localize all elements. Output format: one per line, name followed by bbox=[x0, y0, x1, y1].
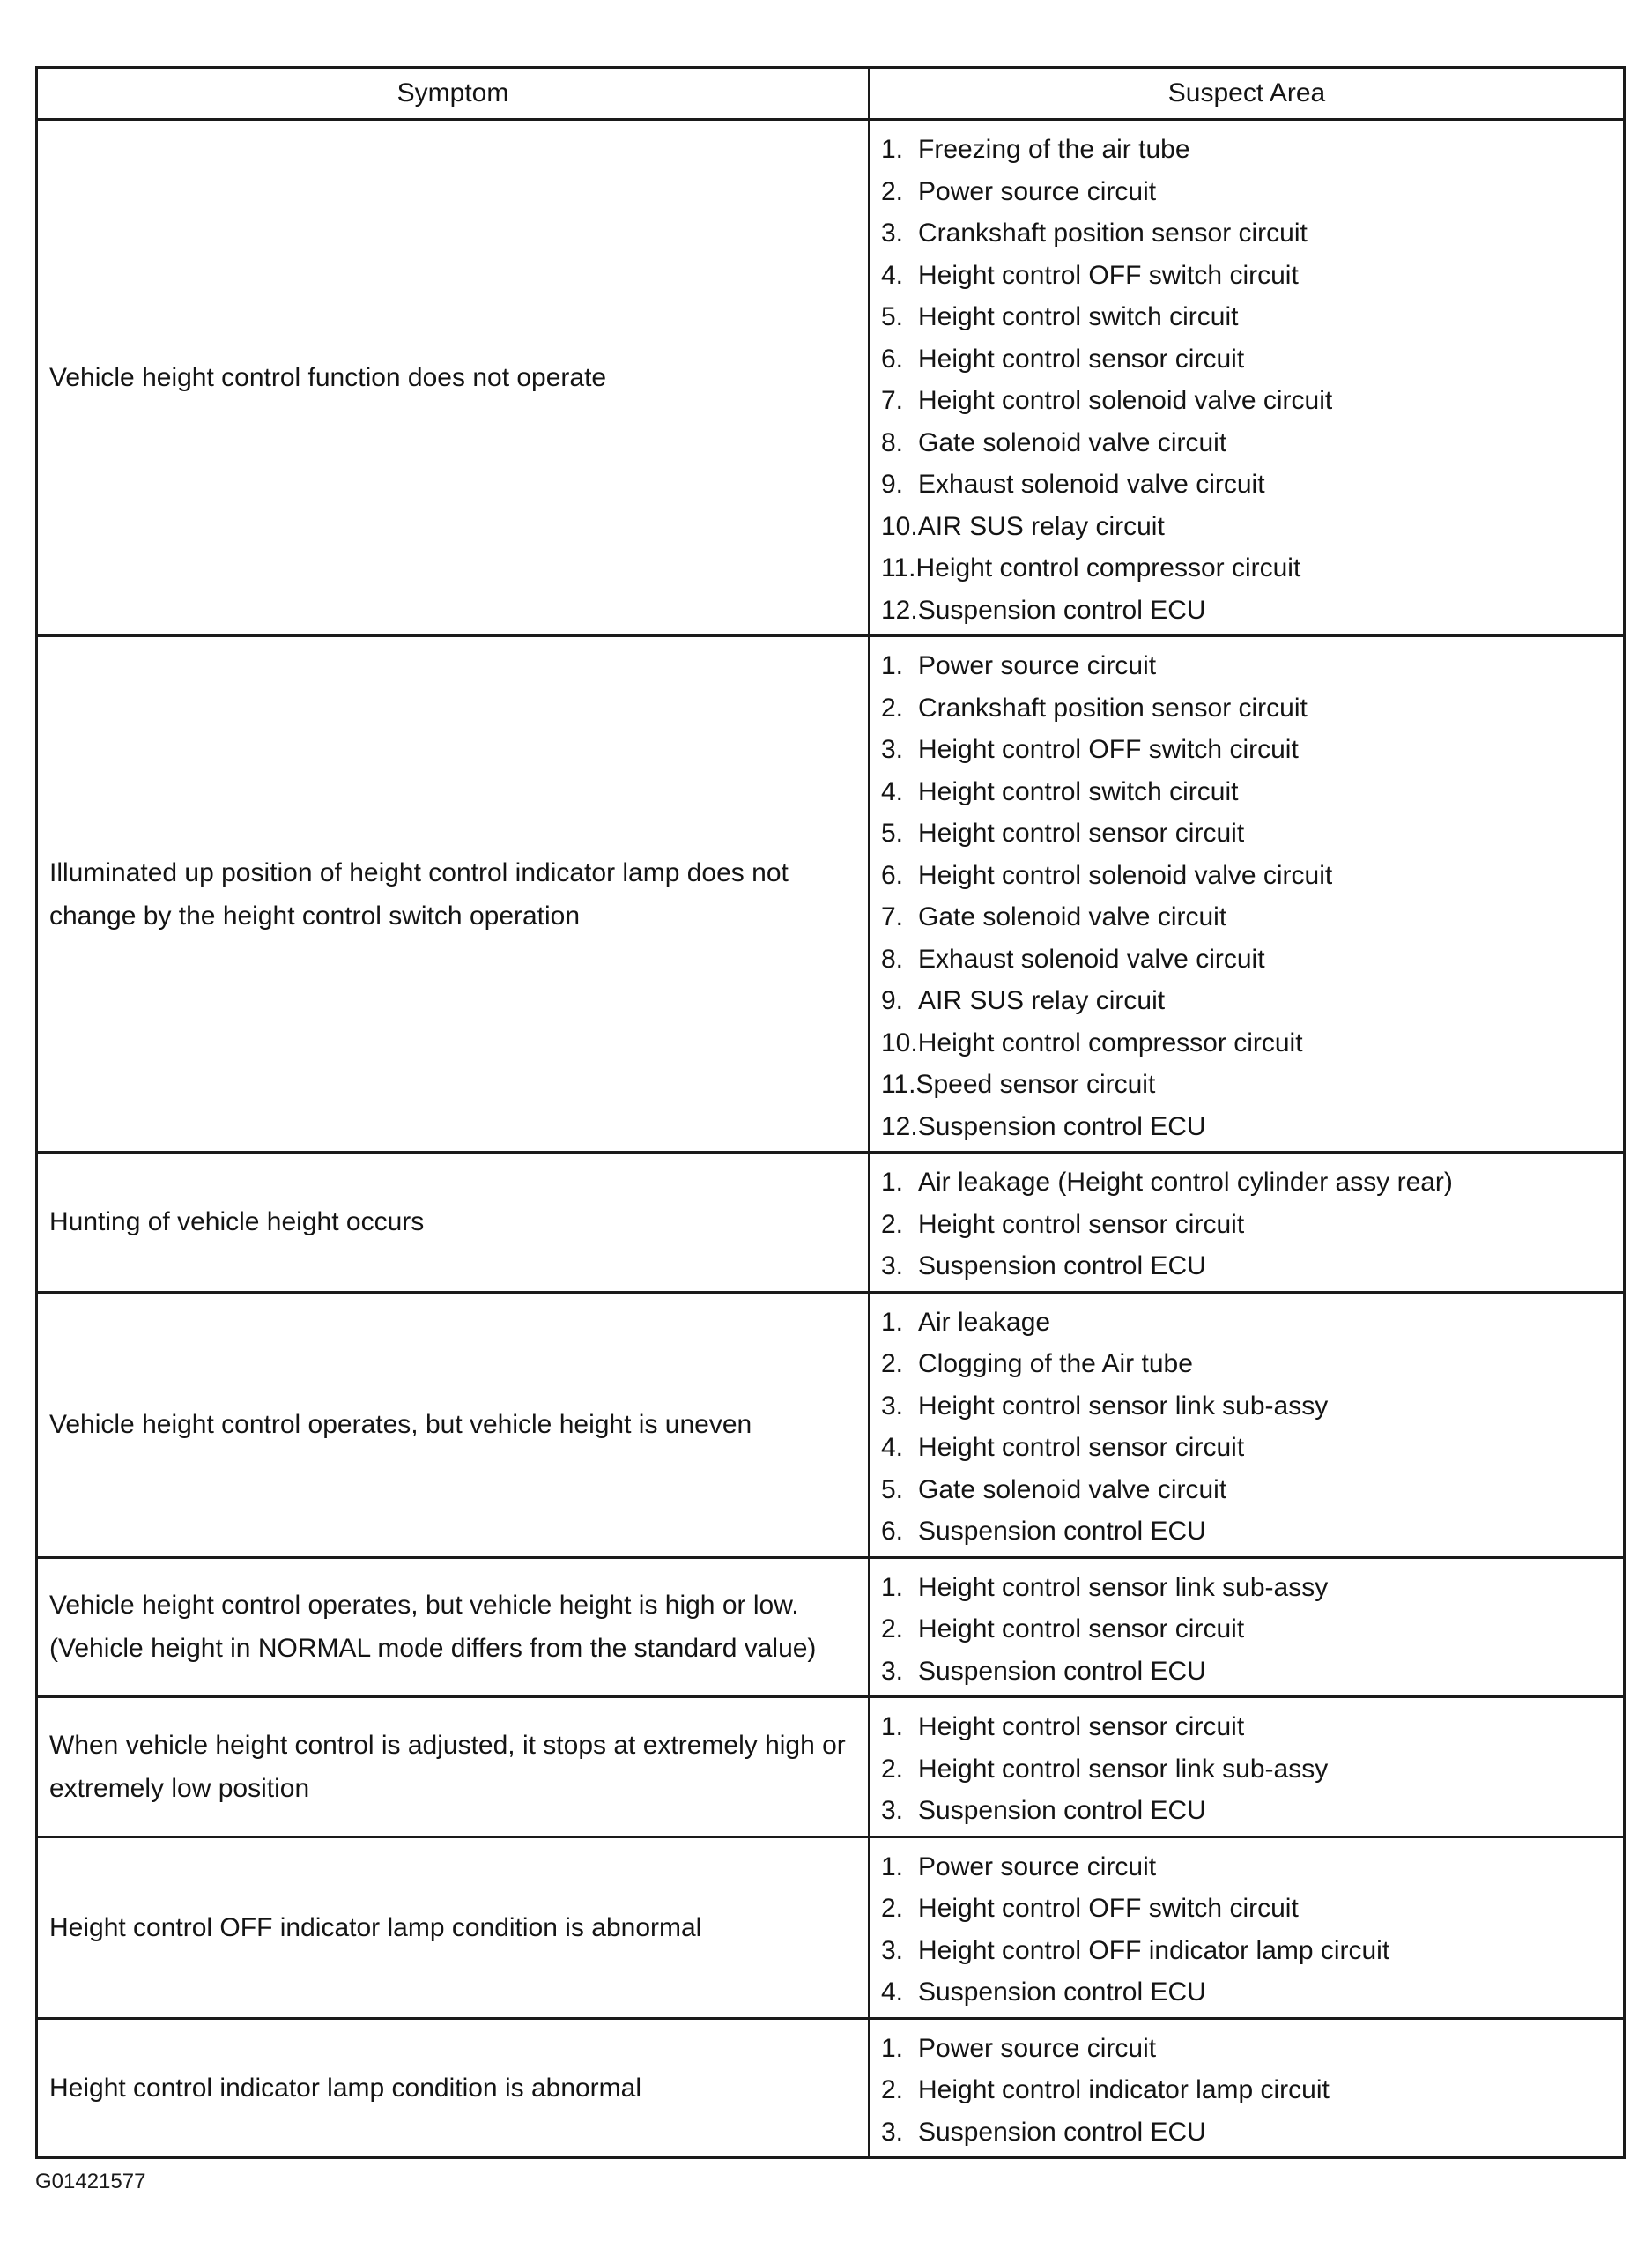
item-text: Exhaust solenoid valve circuit bbox=[918, 944, 1265, 974]
suspect-area-item bbox=[881, 939, 1614, 981]
item-text: Crankshaft position sensor circuit bbox=[918, 693, 1308, 723]
suspect-area-item bbox=[881, 1302, 1614, 1344]
suspect-area-cell bbox=[870, 1153, 1625, 1293]
item-text: Gate solenoid valve circuit bbox=[918, 902, 1227, 931]
suspect-area-list bbox=[881, 1706, 1614, 1832]
suspect-area-item bbox=[881, 506, 1614, 548]
item-text: Suspension control ECU bbox=[918, 1517, 1206, 1546]
suspect-area-item bbox=[881, 2111, 1614, 2154]
item-text: Suspension control ECU bbox=[918, 1796, 1206, 1825]
item-number: 3. bbox=[881, 735, 904, 764]
suspect-area-item bbox=[881, 896, 1614, 939]
item-text: Suspension control ECU bbox=[917, 1111, 1206, 1141]
item-number: 8. bbox=[881, 944, 904, 974]
suspect-area-item bbox=[881, 1706, 1614, 1748]
suspect-area-item bbox=[881, 1161, 1614, 1204]
suspect-area-list bbox=[881, 2028, 1614, 2154]
suspect-area-cell bbox=[870, 2018, 1625, 2158]
item-number: 3. bbox=[881, 1796, 904, 1825]
suspect-area-item bbox=[881, 1846, 1614, 1888]
item-number: 3. bbox=[881, 1251, 904, 1280]
suspect-area-item bbox=[881, 1790, 1614, 1832]
suspect-area-list bbox=[881, 1567, 1614, 1693]
item-text: Suspension control ECU bbox=[918, 1251, 1206, 1280]
item-text: Power source circuit bbox=[918, 651, 1157, 680]
item-number: 3. bbox=[881, 2117, 904, 2147]
item-number: 1. bbox=[881, 1572, 904, 1602]
item-number: 10. bbox=[881, 511, 918, 541]
item-text: Suspension control ECU bbox=[918, 1656, 1206, 1686]
item-number: 1. bbox=[881, 135, 904, 164]
table-row bbox=[37, 636, 1625, 1153]
item-text: AIR SUS relay circuit bbox=[917, 511, 1165, 541]
suspect-area-item bbox=[881, 338, 1614, 381]
table-row bbox=[37, 120, 1625, 636]
suspect-area-item bbox=[881, 1385, 1614, 1428]
item-number: 5. bbox=[881, 819, 904, 848]
item-text: Height control switch circuit bbox=[918, 302, 1239, 331]
item-number: 2. bbox=[881, 176, 904, 206]
symptom-table bbox=[35, 66, 1626, 2159]
table-header-row bbox=[37, 68, 1625, 120]
symptom-cell: Vehicle height control function does not operate bbox=[37, 120, 870, 636]
item-number: 10. bbox=[881, 1028, 918, 1057]
suspect-area-item bbox=[881, 547, 1614, 590]
item-number: 1. bbox=[881, 2033, 904, 2063]
item-number: 4. bbox=[881, 1977, 904, 2007]
item-text: Height control sensor circuit bbox=[918, 1433, 1245, 1462]
item-text: Height control OFF indicator lamp circuit bbox=[918, 1935, 1390, 1965]
item-text: Height control solenoid valve circuit bbox=[918, 386, 1333, 415]
suspect-area-item bbox=[881, 645, 1614, 687]
diagnosis-table-container bbox=[35, 66, 1623, 2159]
item-text: Height control sensor circuit bbox=[918, 1209, 1245, 1239]
item-number: 11. bbox=[881, 553, 916, 582]
item-text: Height control sensor circuit bbox=[918, 344, 1245, 374]
table-row bbox=[37, 1697, 1625, 1837]
item-text: Power source circuit bbox=[918, 1851, 1157, 1881]
item-text: Height control compressor circuit bbox=[917, 1028, 1303, 1057]
table-row bbox=[37, 1153, 1625, 1293]
item-number: 5. bbox=[881, 1474, 904, 1504]
item-text: Height control switch circuit bbox=[918, 776, 1239, 806]
symptom-cell: Height control indicator lamp condition is abnormal bbox=[37, 2018, 870, 2158]
suspect-area-item bbox=[881, 687, 1614, 730]
item-number: 2. bbox=[881, 1209, 904, 1239]
item-number: 2. bbox=[881, 693, 904, 723]
item-number: 1. bbox=[881, 1168, 904, 1197]
suspect-area-item bbox=[881, 1064, 1614, 1106]
item-number: 4. bbox=[881, 260, 904, 290]
item-text: AIR SUS relay circuit bbox=[918, 986, 1166, 1015]
suspect-area-item bbox=[881, 1245, 1614, 1287]
suspect-area-item bbox=[881, 1567, 1614, 1609]
item-text: Height control sensor circuit bbox=[918, 819, 1245, 848]
suspect-area-item bbox=[881, 980, 1614, 1022]
item-number: 12. bbox=[881, 1111, 918, 1141]
item-text: Height control OFF switch circuit bbox=[918, 260, 1299, 290]
item-number: 2. bbox=[881, 1614, 904, 1643]
item-number: 2. bbox=[881, 2075, 904, 2104]
suspect-area-item bbox=[881, 1204, 1614, 1246]
suspect-area-item bbox=[881, 296, 1614, 338]
item-text: Freezing of the air tube bbox=[918, 135, 1190, 164]
item-number: 3. bbox=[881, 1935, 904, 1965]
suspect-area-cell bbox=[870, 1697, 1625, 1837]
symptom-cell: When vehicle height control is adjusted, it stops at extremely high or extremely low position bbox=[37, 1697, 870, 1837]
item-number: 6. bbox=[881, 344, 904, 374]
suspect-area-item bbox=[881, 1427, 1614, 1469]
suspect-area-item bbox=[881, 1971, 1614, 2014]
item-number: 1. bbox=[881, 1307, 904, 1337]
suspect-area-item bbox=[881, 1930, 1614, 1972]
suspect-area-item bbox=[881, 812, 1614, 855]
item-text: Height control sensor circuit bbox=[918, 1712, 1245, 1741]
item-text: Gate solenoid valve circuit bbox=[918, 1474, 1227, 1504]
suspect-area-item bbox=[881, 1022, 1614, 1065]
item-number: 11. bbox=[881, 1070, 916, 1099]
item-text: Height control sensor link sub-assy bbox=[918, 1572, 1329, 1602]
suspect-area-item bbox=[881, 129, 1614, 171]
item-text: Gate solenoid valve circuit bbox=[918, 427, 1227, 457]
symptom-cell: Hunting of vehicle height occurs bbox=[37, 1153, 870, 1293]
item-number: 3. bbox=[881, 219, 904, 248]
suspect-area-item bbox=[881, 1888, 1614, 1930]
item-number: 2. bbox=[881, 1754, 904, 1784]
table-row bbox=[37, 2018, 1625, 2158]
suspect-area-item bbox=[881, 2028, 1614, 2070]
item-number: 3. bbox=[881, 1656, 904, 1686]
item-text: Clogging of the Air tube bbox=[918, 1349, 1193, 1378]
item-number: 4. bbox=[881, 776, 904, 806]
suspect-area-item bbox=[881, 464, 1614, 506]
suspect-area-item bbox=[881, 422, 1614, 464]
item-number: 1. bbox=[881, 1851, 904, 1881]
item-text: Height control sensor circuit bbox=[918, 1614, 1245, 1643]
suspect-area-cell bbox=[870, 120, 1625, 636]
item-text: Suspension control ECU bbox=[918, 2117, 1206, 2147]
table-body bbox=[37, 120, 1625, 2158]
table-row bbox=[37, 1557, 1625, 1697]
item-number: 3. bbox=[881, 1391, 904, 1421]
suspect-area-item bbox=[881, 1510, 1614, 1553]
figure-id: G01421577 bbox=[35, 2170, 146, 2193]
item-number: 9. bbox=[881, 986, 904, 1015]
item-text: Power source circuit bbox=[918, 176, 1157, 206]
suspect-area-item bbox=[881, 1651, 1614, 1693]
item-text: Height control OFF switch circuit bbox=[918, 1894, 1299, 1923]
item-text: Height control sensor link sub-assy bbox=[918, 1391, 1329, 1421]
table-row bbox=[37, 1836, 1625, 2018]
suspect-area-item bbox=[881, 1106, 1614, 1148]
item-text: Suspension control ECU bbox=[917, 595, 1206, 625]
suspect-area-list bbox=[881, 1161, 1614, 1287]
suspect-area-cell bbox=[870, 1557, 1625, 1697]
suspect-area-item bbox=[881, 1748, 1614, 1791]
header-suspect-area: Suspect Area bbox=[870, 68, 1625, 120]
suspect-area-item bbox=[881, 1343, 1614, 1385]
item-number: 7. bbox=[881, 902, 904, 931]
item-number: 1. bbox=[881, 651, 904, 680]
suspect-area-cell bbox=[870, 1292, 1625, 1557]
item-number: 12. bbox=[881, 595, 918, 625]
symptom-cell: Illuminated up position of height control indicator lamp does not change by the height control switch operation bbox=[37, 636, 870, 1153]
suspect-area-item bbox=[881, 1469, 1614, 1511]
item-number: 9. bbox=[881, 470, 904, 499]
item-number: 4. bbox=[881, 1433, 904, 1462]
item-text: Speed sensor circuit bbox=[915, 1070, 1156, 1099]
item-text: Suspension control ECU bbox=[918, 1977, 1206, 2007]
suspect-area-cell bbox=[870, 636, 1625, 1153]
item-text: Crankshaft position sensor circuit bbox=[918, 219, 1308, 248]
symptom-cell: Vehicle height control operates, but vehicle height is high or low. (Vehicle height in NORMAL mode differs from the standard value) bbox=[37, 1557, 870, 1697]
suspect-area-item bbox=[881, 590, 1614, 632]
suspect-area-item bbox=[881, 1608, 1614, 1651]
item-text: Height control solenoid valve circuit bbox=[918, 860, 1333, 890]
item-text: Power source circuit bbox=[918, 2033, 1157, 2063]
suspect-area-item bbox=[881, 171, 1614, 213]
item-number: 2. bbox=[881, 1349, 904, 1378]
item-text: Height control OFF switch circuit bbox=[918, 735, 1299, 764]
item-number: 5. bbox=[881, 302, 904, 331]
suspect-area-item bbox=[881, 212, 1614, 255]
suspect-area-item bbox=[881, 380, 1614, 422]
suspect-area-list bbox=[881, 1302, 1614, 1553]
item-text: Air leakage bbox=[918, 1307, 1051, 1337]
suspect-area-list bbox=[881, 1846, 1614, 2014]
item-number: 8. bbox=[881, 427, 904, 457]
item-text: Height control indicator lamp circuit bbox=[918, 2075, 1330, 2104]
symptom-cell: Height control OFF indicator lamp condition is abnormal bbox=[37, 1836, 870, 2018]
item-number: 1. bbox=[881, 1712, 904, 1741]
item-text: Height control compressor circuit bbox=[915, 553, 1301, 582]
suspect-area-item bbox=[881, 855, 1614, 897]
suspect-area-item bbox=[881, 771, 1614, 813]
item-text: Air leakage (Height control cylinder assy rear) bbox=[918, 1168, 1453, 1197]
suspect-area-cell bbox=[870, 1836, 1625, 2018]
suspect-area-item bbox=[881, 729, 1614, 771]
item-number: 6. bbox=[881, 1517, 904, 1546]
symptom-cell: Vehicle height control operates, but vehicle height is uneven bbox=[37, 1292, 870, 1557]
table-row bbox=[37, 1292, 1625, 1557]
suspect-area-list bbox=[881, 129, 1614, 631]
suspect-area-item bbox=[881, 2069, 1614, 2111]
item-text: Exhaust solenoid valve circuit bbox=[918, 470, 1265, 499]
item-number: 2. bbox=[881, 1894, 904, 1923]
item-number: 6. bbox=[881, 860, 904, 890]
item-text: Height control sensor link sub-assy bbox=[918, 1754, 1329, 1784]
suspect-area-item bbox=[881, 255, 1614, 297]
header-symptom: Symptom bbox=[37, 68, 870, 120]
item-number: 7. bbox=[881, 386, 904, 415]
suspect-area-list bbox=[881, 645, 1614, 1147]
